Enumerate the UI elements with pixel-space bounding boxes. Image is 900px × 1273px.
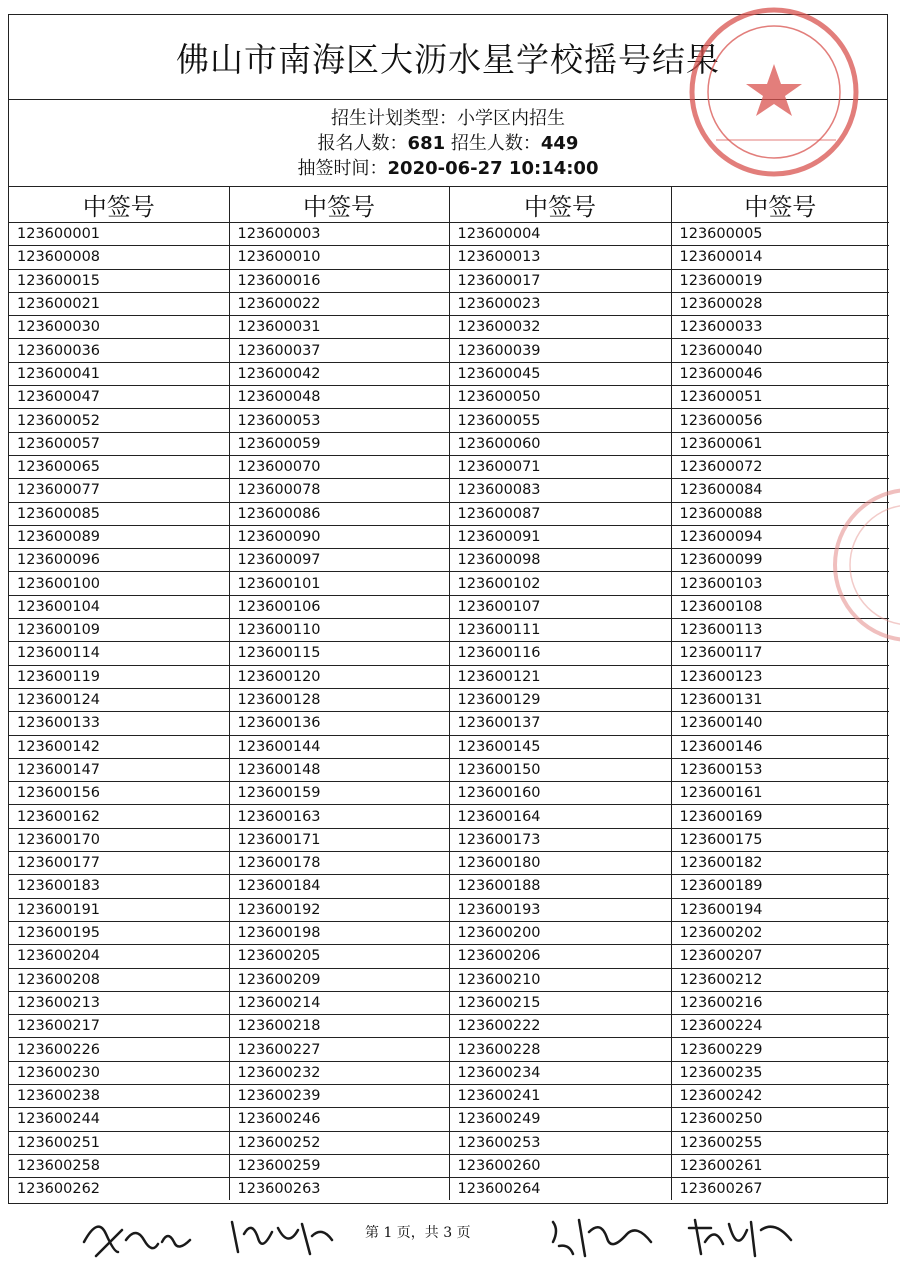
winning-number-cell: 123600258 <box>9 1154 229 1177</box>
table-row <box>9 386 889 409</box>
winning-number-cell: 123600209 <box>229 968 449 991</box>
winning-number-cell: 123600193 <box>449 898 671 921</box>
winning-number-cell: 123600023 <box>449 292 671 315</box>
winning-number-cell: 123600226 <box>9 1038 229 1061</box>
winning-number-cell: 123600215 <box>449 991 671 1014</box>
table-row <box>9 316 889 339</box>
winning-number-cell: 123600145 <box>449 735 671 758</box>
winning-number-cell: 123600163 <box>229 805 449 828</box>
table-row <box>9 1108 889 1131</box>
winning-number-cell: 123600088 <box>671 502 889 525</box>
winning-number-cell: 123600169 <box>671 805 889 828</box>
winning-number-cell: 123600192 <box>229 898 449 921</box>
winning-number-cell: 123600147 <box>9 758 229 781</box>
table-row <box>9 479 889 502</box>
table-row <box>9 712 889 735</box>
winning-number-cell: 123600222 <box>449 1015 671 1038</box>
winning-number-cell: 123600116 <box>449 642 671 665</box>
winning-number-cell: 123600234 <box>449 1061 671 1084</box>
winning-number-cell: 123600021 <box>9 292 229 315</box>
winning-number-cell: 123600175 <box>671 828 889 851</box>
table-row <box>9 805 889 828</box>
winning-number-cell: 123600253 <box>449 1131 671 1154</box>
table-row <box>9 1015 889 1038</box>
winning-number-cell: 123600180 <box>449 852 671 875</box>
page-title: 佛山市南海区大沥水星学校摇号结果 <box>9 15 887 100</box>
signature-3-icon <box>545 1212 665 1262</box>
winning-number-cell: 123600041 <box>9 362 229 385</box>
table-row <box>9 223 889 246</box>
winning-number-cell: 123600087 <box>449 502 671 525</box>
winning-number-cell: 123600017 <box>449 269 671 292</box>
winning-number-cell: 123600252 <box>229 1131 449 1154</box>
winning-number-cell: 123600016 <box>229 269 449 292</box>
winning-number-cell: 123600051 <box>671 386 889 409</box>
partial-seal-icon <box>830 480 900 650</box>
winning-number-cell: 123600235 <box>671 1061 889 1084</box>
winning-number-cell: 123600136 <box>229 712 449 735</box>
winning-number-cell: 123600260 <box>449 1154 671 1177</box>
winning-number-cell: 123600251 <box>9 1131 229 1154</box>
winning-number-cell: 123600140 <box>671 712 889 735</box>
winning-number-cell: 123600032 <box>449 316 671 339</box>
winning-number-cell: 123600200 <box>449 921 671 944</box>
winning-number-cell: 123600189 <box>671 875 889 898</box>
winning-number-cell: 123600161 <box>671 782 889 805</box>
winning-number-cell: 123600099 <box>671 549 889 572</box>
table-row <box>9 502 889 525</box>
applicant-count: 681 <box>407 132 446 154</box>
signature-2-icon <box>228 1212 338 1262</box>
winning-number-cell: 123600033 <box>671 316 889 339</box>
winning-number-cell: 123600264 <box>449 1178 671 1201</box>
winning-number-cell: 123600177 <box>9 852 229 875</box>
table-row <box>9 409 889 432</box>
winning-number-cell: 123600216 <box>671 991 889 1014</box>
winning-number-cell: 123600195 <box>9 921 229 944</box>
winning-number-cell: 123600107 <box>449 595 671 618</box>
column-header: 中签号 <box>9 187 229 223</box>
winning-number-cell: 123600102 <box>449 572 671 595</box>
winning-number-cell: 123600094 <box>671 525 889 548</box>
page-number: 第 1 页，共 3 页 <box>365 1225 471 1241</box>
winning-number-cell: 123600077 <box>9 479 229 502</box>
winning-number-cell: 123600108 <box>671 595 889 618</box>
column-header: 中签号 <box>671 187 889 223</box>
winning-number-cell: 123600047 <box>9 386 229 409</box>
winning-number-cell: 123600262 <box>9 1178 229 1201</box>
winning-number-cell: 123600241 <box>449 1084 671 1107</box>
enroll-line: 报名人数：681 招生人数：449 <box>317 132 579 154</box>
winning-number-cell: 123600171 <box>229 828 449 851</box>
winning-number-cell: 123600086 <box>229 502 449 525</box>
winning-number-cell: 123600091 <box>449 525 671 548</box>
winning-number-cell: 123600250 <box>671 1108 889 1131</box>
table-row <box>9 619 889 642</box>
winning-number-cell: 123600120 <box>229 665 449 688</box>
table-row <box>9 1084 889 1107</box>
winning-number-cell: 123600208 <box>9 968 229 991</box>
table-row <box>9 758 889 781</box>
winning-number-cell: 123600010 <box>229 246 449 269</box>
table-row <box>9 549 889 572</box>
winning-number-cell: 123600153 <box>671 758 889 781</box>
winning-number-cell: 123600121 <box>449 665 671 688</box>
table-body <box>9 223 889 1201</box>
winning-number-cell: 123600084 <box>671 479 889 502</box>
winning-number-cell: 123600239 <box>229 1084 449 1107</box>
winning-number-cell: 123600114 <box>9 642 229 665</box>
winning-number-cell: 123600071 <box>449 455 671 478</box>
winning-number-cell: 123600072 <box>671 455 889 478</box>
signature-1-icon <box>78 1212 198 1262</box>
winning-number-cell: 123600207 <box>671 945 889 968</box>
winning-number-cell: 123600050 <box>449 386 671 409</box>
draw-time: 抽签时间：2020-06-27 10:14:00 <box>297 157 599 179</box>
winning-number-cell: 123600090 <box>229 525 449 548</box>
table-row <box>9 1038 889 1061</box>
table-row <box>9 455 889 478</box>
winning-number-cell: 123600131 <box>671 688 889 711</box>
winning-number-cell: 123600170 <box>9 828 229 851</box>
table-row <box>9 968 889 991</box>
table-row <box>9 782 889 805</box>
table-row <box>9 339 889 362</box>
winning-number-cell: 123600117 <box>671 642 889 665</box>
winning-number-cell: 123600048 <box>229 386 449 409</box>
winning-number-cell: 123600008 <box>9 246 229 269</box>
winning-number-cell: 123600015 <box>9 269 229 292</box>
winning-number-cell: 123600052 <box>9 409 229 432</box>
winning-number-cell: 123600005 <box>671 223 889 246</box>
winning-number-cell: 123600037 <box>229 339 449 362</box>
table-row <box>9 525 889 548</box>
winning-number-cell: 123600111 <box>449 619 671 642</box>
winning-number-cell: 123600198 <box>229 921 449 944</box>
winning-number-cell: 123600229 <box>671 1038 889 1061</box>
table-row <box>9 246 889 269</box>
winning-number-cell: 123600028 <box>671 292 889 315</box>
table-row <box>9 921 889 944</box>
winning-number-cell: 123600055 <box>449 409 671 432</box>
winning-number-cell: 123600065 <box>9 455 229 478</box>
winning-number-cell: 123600098 <box>449 549 671 572</box>
winning-number-cell: 123600013 <box>449 246 671 269</box>
winning-number-cell: 123600085 <box>9 502 229 525</box>
table-row <box>9 1178 889 1201</box>
table-row <box>9 852 889 875</box>
table-row <box>9 1131 889 1154</box>
winning-number-cell: 123600184 <box>229 875 449 898</box>
winning-number-cell: 123600059 <box>229 432 449 455</box>
winning-number-cell: 123600173 <box>449 828 671 851</box>
winning-number-cell: 123600212 <box>671 968 889 991</box>
admit-count: 449 <box>540 132 579 154</box>
winning-number-cell: 123600128 <box>229 688 449 711</box>
winning-number-cell: 123600238 <box>9 1084 229 1107</box>
winning-number-cell: 123600022 <box>229 292 449 315</box>
table-row <box>9 898 889 921</box>
winning-number-cell: 123600030 <box>9 316 229 339</box>
column-header: 中签号 <box>449 187 671 223</box>
winning-number-cell: 123600001 <box>9 223 229 246</box>
winning-number-cell: 123600113 <box>671 619 889 642</box>
winning-number-cell: 123600137 <box>449 712 671 735</box>
table-row <box>9 362 889 385</box>
winning-number-cell: 123600182 <box>671 852 889 875</box>
winning-number-cell: 123600123 <box>671 665 889 688</box>
table-row <box>9 735 889 758</box>
table-row <box>9 1061 889 1084</box>
winning-number-cell: 123600144 <box>229 735 449 758</box>
school-seal-icon <box>676 0 900 200</box>
winning-number-cell: 123600150 <box>449 758 671 781</box>
winning-number-cell: 123600232 <box>229 1061 449 1084</box>
winning-number-cell: 123600056 <box>671 409 889 432</box>
table-row <box>9 945 889 968</box>
winning-number-cell: 123600255 <box>671 1131 889 1154</box>
table-row <box>9 642 889 665</box>
winning-number-cell: 123600263 <box>229 1178 449 1201</box>
winning-number-cell: 123600106 <box>229 595 449 618</box>
winning-number-cell: 123600142 <box>9 735 229 758</box>
winning-number-cell: 123600046 <box>671 362 889 385</box>
table-row <box>9 875 889 898</box>
plan-type: 招生计划类型：小学区内招生 <box>331 107 565 129</box>
winning-number-cell: 123600228 <box>449 1038 671 1061</box>
winning-number-cell: 123600230 <box>9 1061 229 1084</box>
winning-number-cell: 123600097 <box>229 549 449 572</box>
winning-number-cell: 123600227 <box>229 1038 449 1061</box>
winning-number-cell: 123600019 <box>671 269 889 292</box>
winning-number-cell: 123600213 <box>9 991 229 1014</box>
winning-number-cell: 123600218 <box>229 1015 449 1038</box>
winning-number-cell: 123600109 <box>9 619 229 642</box>
winning-number-cell: 123600061 <box>671 432 889 455</box>
winning-number-cell: 123600162 <box>9 805 229 828</box>
table-row <box>9 595 889 618</box>
winning-number-cell: 123600160 <box>449 782 671 805</box>
winning-number-cell: 123600045 <box>449 362 671 385</box>
winning-number-cell: 123600124 <box>9 688 229 711</box>
winning-number-cell: 123600039 <box>449 339 671 362</box>
winning-number-cell: 123600202 <box>671 921 889 944</box>
winning-number-cell: 123600100 <box>9 572 229 595</box>
winning-number-cell: 123600003 <box>229 223 449 246</box>
page-footer <box>0 1208 900 1268</box>
winning-number-cell: 123600224 <box>671 1015 889 1038</box>
winning-number-cell: 123600267 <box>671 1178 889 1201</box>
winning-number-cell: 123600148 <box>229 758 449 781</box>
winning-number-cell: 123600204 <box>9 945 229 968</box>
table-row <box>9 292 889 315</box>
table-row <box>9 432 889 455</box>
table-row <box>9 572 889 595</box>
winning-number-cell: 123600146 <box>671 735 889 758</box>
winning-number-cell: 123600183 <box>9 875 229 898</box>
winning-number-cell: 123600249 <box>449 1108 671 1131</box>
winning-number-cell: 123600004 <box>449 223 671 246</box>
winning-number-cell: 123600089 <box>9 525 229 548</box>
winning-number-cell: 123600129 <box>449 688 671 711</box>
winning-number-cell: 123600164 <box>449 805 671 828</box>
winning-number-cell: 123600259 <box>229 1154 449 1177</box>
winning-number-cell: 123600210 <box>449 968 671 991</box>
winning-number-cell: 123600214 <box>229 991 449 1014</box>
winning-number-cell: 123600119 <box>9 665 229 688</box>
winning-number-cell: 123600205 <box>229 945 449 968</box>
winning-number-cell: 123600261 <box>671 1154 889 1177</box>
winning-number-cell: 123600159 <box>229 782 449 805</box>
winning-number-cell: 123600042 <box>229 362 449 385</box>
winning-number-cell: 123600070 <box>229 455 449 478</box>
winning-number-cell: 123600040 <box>671 339 889 362</box>
winning-number-cell: 123600115 <box>229 642 449 665</box>
winning-number-cell: 123600191 <box>9 898 229 921</box>
winning-number-cell: 123600217 <box>9 1015 229 1038</box>
winning-number-cell: 123600104 <box>9 595 229 618</box>
winning-number-cell: 123600036 <box>9 339 229 362</box>
winning-number-cell: 123600242 <box>671 1084 889 1107</box>
signature-4-icon <box>683 1212 803 1262</box>
winning-number-cell: 123600188 <box>449 875 671 898</box>
winning-number-cell: 123600156 <box>9 782 229 805</box>
results-table <box>9 187 889 1200</box>
winning-number-cell: 123600014 <box>671 246 889 269</box>
winning-number-cell: 123600057 <box>9 432 229 455</box>
table-row <box>9 688 889 711</box>
column-header: 中签号 <box>229 187 449 223</box>
winning-number-cell: 123600096 <box>9 549 229 572</box>
winning-number-cell: 123600031 <box>229 316 449 339</box>
winning-number-cell: 123600078 <box>229 479 449 502</box>
winning-number-cell: 123600133 <box>9 712 229 735</box>
winning-number-cell: 123600110 <box>229 619 449 642</box>
winning-number-cell: 123600246 <box>229 1108 449 1131</box>
winning-number-cell: 123600178 <box>229 852 449 875</box>
table-row <box>9 665 889 688</box>
winning-number-cell: 123600083 <box>449 479 671 502</box>
winning-number-cell: 123600244 <box>9 1108 229 1131</box>
winning-number-cell: 123600194 <box>671 898 889 921</box>
table-row <box>9 828 889 851</box>
winning-number-cell: 123600103 <box>671 572 889 595</box>
table-row <box>9 269 889 292</box>
table-row <box>9 1154 889 1177</box>
winning-number-cell: 123600101 <box>229 572 449 595</box>
winning-number-cell: 123600053 <box>229 409 449 432</box>
winning-number-cell: 123600060 <box>449 432 671 455</box>
winning-number-cell: 123600206 <box>449 945 671 968</box>
table-row <box>9 991 889 1014</box>
